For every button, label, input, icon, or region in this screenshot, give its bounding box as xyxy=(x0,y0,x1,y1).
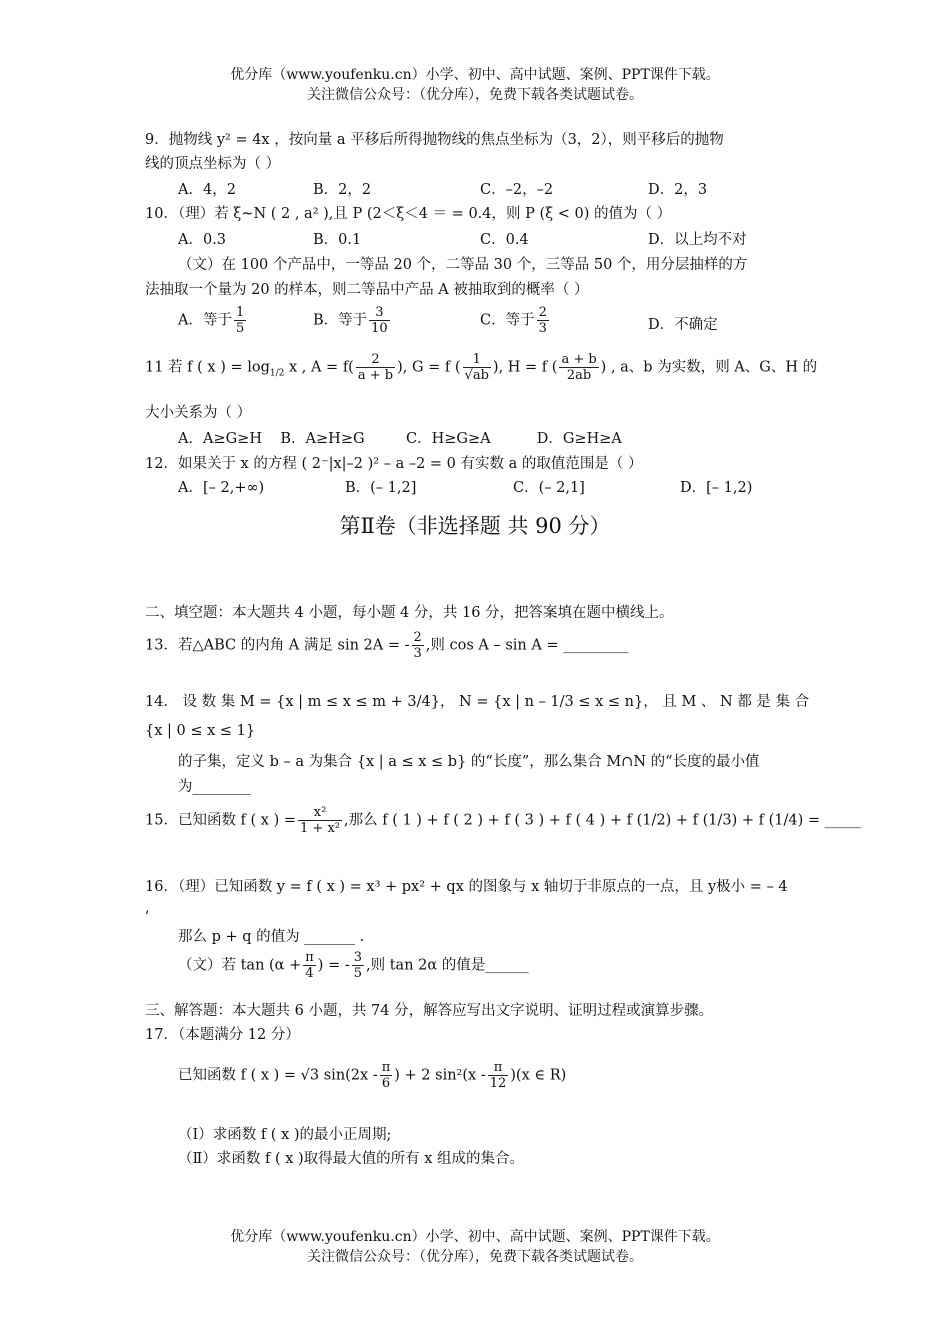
q15-pre: 15．已知函数 f ( x ) = xyxy=(145,812,297,829)
footer-line-1: 优分库（www.youfenku.cn）小学、初中、高中试题、案例、PPT课件下载。 xyxy=(230,1229,720,1245)
q17-title: 17．（本题满分 12 分） xyxy=(145,1027,300,1043)
fraction: $\frac{3}{5}$ xyxy=(353,950,363,981)
q10-wen-text-1: （文）在 100 个产品中，一等品 20 个，二等品 30 个，三等品 50 个，用分层抽样的方 xyxy=(178,257,748,273)
header-line-1: 优分库（www.youfenku.cn）小学、初中、高中试题、案例、PPT课件下载。 xyxy=(230,67,720,83)
q10-option-b: B．0.1 xyxy=(313,232,362,248)
fraction: $\frac{1}{5}$ xyxy=(235,305,245,336)
q10-option-a: A．0.3 xyxy=(178,232,227,248)
q12-option-d: D．[– 1,2) xyxy=(680,480,753,496)
q9-option-d: D．2，3 xyxy=(648,182,708,198)
fraction: $\frac{a + b}{2ab}$ xyxy=(561,352,597,383)
q9-option-c: C．–2，–2 xyxy=(480,182,554,198)
option-prefix: A．等于 xyxy=(178,312,232,329)
q10-wen-option-d: D．不确定 xyxy=(648,317,718,333)
fraction: $\frac{3}{10}$ xyxy=(371,305,388,336)
fraction: $\frac{1}{√ab}$ xyxy=(464,352,489,383)
q11-text-2: 大小关系为（ ） xyxy=(145,405,252,421)
q10-option-c: C．0.4 xyxy=(480,232,529,248)
q17-func-mid: ) + 2 sin²(x - xyxy=(394,1067,486,1084)
option-prefix: B．等于 xyxy=(313,312,368,329)
q14-line-3: 的子集，定义 b – a 为集合 {x | a ≤ x ≤ b} 的“长度”，那么集合 M∩N 的“长度的最小值 xyxy=(178,754,760,770)
q16-wen-post: ,则 tan 2α 的值是______ xyxy=(366,957,529,974)
q10-text: 10．（理）若 ξ~N ( 2 , a² ),且 P (2＜ξ＜4 ＝ = 0.4，则 P (ξ < 0) 的值为（ ） xyxy=(145,206,672,222)
q16-wen-pre: （文）若 tan (α + xyxy=(178,957,302,974)
q16-wen xyxy=(178,950,529,981)
q12-option-b: B．(– 1,2] xyxy=(345,480,417,496)
q11-post: ) , a、b 为实数，则 A、G、H 的 xyxy=(600,359,818,376)
q9-text-2: 线的顶点坐标为（ ） xyxy=(145,156,281,172)
q17-func-post: )(x ∈ R) xyxy=(510,1067,567,1084)
q14-line-1: 14． 设 数 集 M = {x | m ≤ x ≤ m + 3/4}， N = {x | n – 1/3 ≤ x ≤ n}， 且 M 、 N 都 是 集 合 xyxy=(145,694,810,710)
q13-post: ,则 cos A – sin A = _________ xyxy=(425,637,629,654)
fraction: $\frac{2}{a + b}$ xyxy=(357,352,394,383)
footer-line-2: 关注微信公众号：（优分库），免费下载各类试题试卷。 xyxy=(307,1249,643,1265)
fraction: $\frac{\pi}{12}$ xyxy=(489,1060,507,1091)
q12-option-c: C．(– 2,1] xyxy=(513,480,585,496)
q16-line-2: , xyxy=(145,900,150,916)
fraction: $\frac{2}{3}$ xyxy=(413,630,422,661)
q16-line-3: 那么 p + q 的值为 _______ . xyxy=(178,929,365,945)
q12-option-a: A．[– 2,+∞) xyxy=(178,480,265,496)
solve-section-title: 三、解答题：本大题共 6 小题，共 74 分，解答应写出文字说明、证明过程或演算步骤。 xyxy=(145,1003,714,1019)
q14-line-4: 为________ xyxy=(178,779,251,795)
fraction: $\frac{\pi}{4}$ xyxy=(305,950,314,981)
q10-wen-option-c xyxy=(480,305,551,336)
q9-option-b: B．2，2 xyxy=(313,182,372,198)
q11-options: A．A≥G≥H B．A≥H≥G C．H≥G≥A D．G≥H≥A xyxy=(178,431,622,447)
q9-text-1: 9．抛物线 y² = 4x ，按向量 a 平移后所得抛物线的焦点坐标为（3，2），则平移后的抛物 xyxy=(145,132,724,148)
q17-function xyxy=(178,1060,566,1091)
q11-mid2: ), G = f ( xyxy=(397,359,461,376)
q10-wen-option-a xyxy=(178,305,248,336)
q13-text xyxy=(145,630,628,661)
q16-line-1: 16．（理）已知函数 y = f ( x ) = x³ + px² + qx 的图象与 x 轴切于非原点的一点，且 y极小 = – 4 xyxy=(145,879,788,895)
q10-option-d: D．以上均不对 xyxy=(648,232,747,248)
section-2-title: 第Ⅱ卷（非选择题 共 90 分） xyxy=(339,514,611,538)
option-prefix: C．等于 xyxy=(480,312,535,329)
q11-pre: 11 若 f ( x ) = log xyxy=(145,359,270,376)
q17-part-2: （Ⅱ）求函数 f ( x )取得最大值的所有 x 组成的集合。 xyxy=(178,1151,525,1167)
q16-wen-mid: ) = - xyxy=(317,957,350,974)
q11-mid3: ), H = f ( xyxy=(492,359,558,376)
q11-mid1: x , A = f( xyxy=(288,359,354,376)
q15-text xyxy=(145,805,861,836)
fraction: $\frac{2}{3}$ xyxy=(538,305,547,336)
q14-line-2: {x | 0 ≤ x ≤ 1} xyxy=(145,723,256,739)
q9-option-a: A．4，2 xyxy=(178,182,236,198)
q10-wen-text-2: 法抽取一个量为 20 的样本，则二等品中产品 A 被抽取到的概率（ ） xyxy=(145,282,589,298)
fraction: $\frac{\text{x²}}{\text{1 + x²}}$ xyxy=(300,805,340,836)
q15-post: ,那么 f ( 1 ) + f ( 2 ) + f ( 3 ) + f ( 4 ) + f (1/2) + f (1/3) + f (1/4) = _____ xyxy=(344,812,861,829)
q13-pre: 13．若△ABC 的内角 A 满足 sin 2A = - xyxy=(145,637,410,654)
q10-wen-option-b xyxy=(313,305,392,336)
fill-section-title: 二、填空题：本大题共 4 小题，每小题 4 分，共 16 分，把答案填在题中横线上。 xyxy=(145,605,674,621)
q12-text: 12．如果关于 x 的方程 ( 2⁻|x|–2 )² – a –2 = 0 有实数 a 的取值范围是（ ） xyxy=(145,456,643,472)
q17-part-1: （Ⅰ）求函数 f ( x )的最小正周期; xyxy=(178,1127,392,1143)
log-base: 1/2 xyxy=(269,368,285,379)
fraction: $\frac{\pi}{6}$ xyxy=(381,1060,391,1091)
q11-text-1 xyxy=(145,352,817,383)
header-line-2: 关注微信公众号：（优分库），免费下载各类试题试卷。 xyxy=(307,87,643,103)
q17-func-pre: 已知函数 f ( x ) = √3 sin(2x - xyxy=(178,1067,378,1084)
